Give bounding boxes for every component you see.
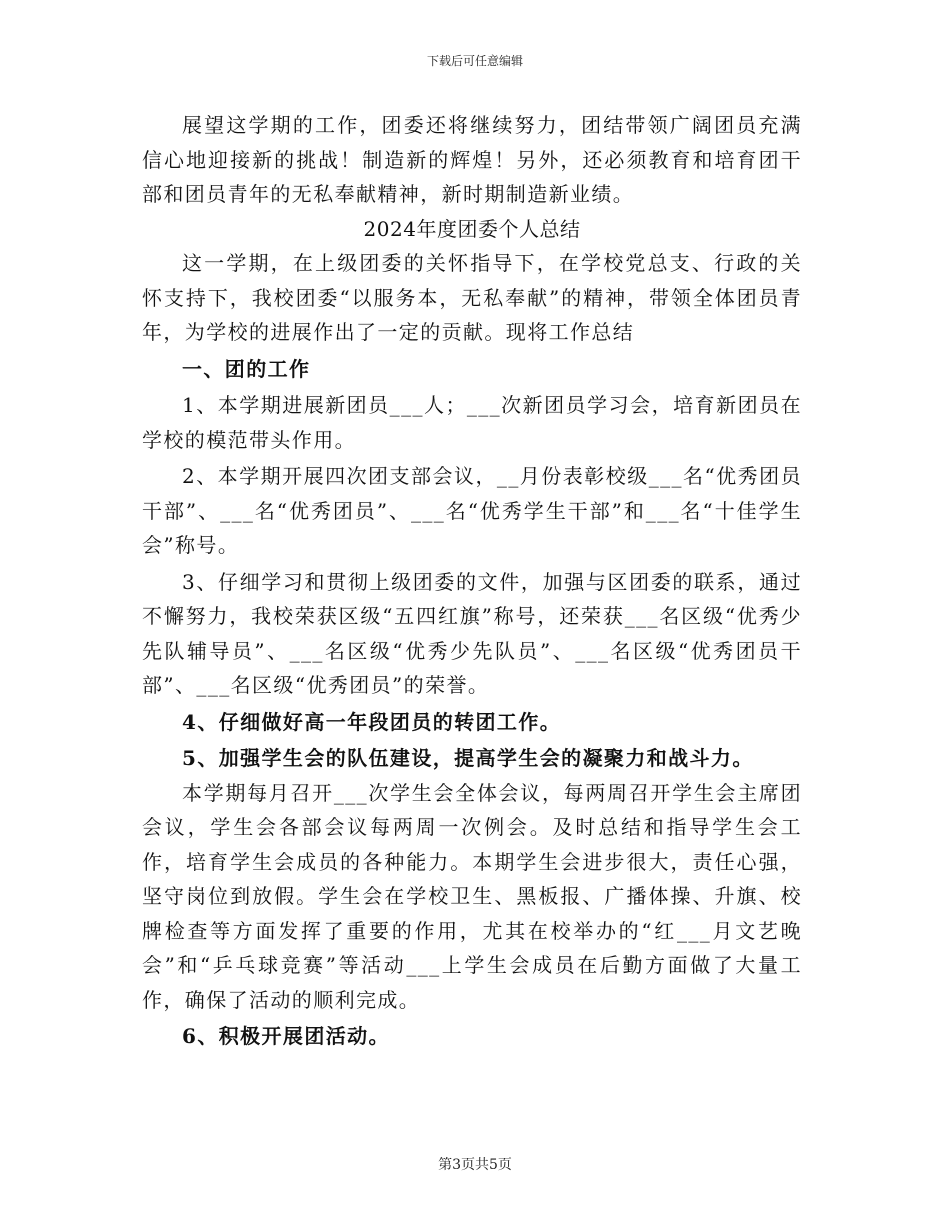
list-item-5-paragraph: 本学期每月召开___次学生会全体会议，每两周召开学生会主席团会议，学生会各部会议每两周一次例会。及时总结和指导学生会工作，培育学生会成员的各种能力。本期学生会进步很大，责任心强，坚守岗位到放假。学生会在学校卫生、黑板报、广播体操、升旗、校牌检查等方面发挥了重要的作用，尤其在校举办的“红___月文艺晚会”和“乒乓球竞赛”等活动___上学生会成员在后勤方面做了大量工作，确保了活动的顺利完成。	[142, 780, 802, 1012]
opening-paragraph: 这一学期，在上级团委的关怀指导下，在学校党总支、行政的关怀支持下，我校团委“以服务本，无私奉献”的精神，带领全体团员青年，为学校的进展作出了一定的贡献。现将工作总结	[142, 251, 802, 344]
section-heading-league-work: 一、团的工作	[182, 356, 311, 381]
page-number: 第3页共5页	[438, 1157, 512, 1173]
list-item-1: 1、本学期进展新团员___人；___次新团员学习会，培育新团员在学校的模范带头作用。	[142, 393, 802, 452]
intro-paragraph: 展望这学期的工作，团委还将继续努力，团结带领广阔团员充满信心地迎接新的挑战！制造新的辉煌！另外，还必须教育和培育团干部和团员青年的无私奉献精神，新时期制造新业绩。	[142, 113, 802, 206]
list-item-2: 2、本学期开展四次团支部会议，__月份表彰校级___名“优秀团员干部”、___名“优秀团员”、___名“优秀学生干部”和___名“十佳学生会”称号。	[142, 464, 802, 557]
list-item-5-heading: 5、加强学生会的队伍建设，提高学生会的凝聚力和战斗力。	[182, 746, 754, 770]
list-item-6-heading: 6、积极开展团活动。	[182, 1024, 390, 1048]
document-title: 2024年度团委个人总结	[363, 216, 581, 241]
list-item-3: 3、仔细学习和贯彻上级团委的文件，加强与区团委的联系，通过不懈努力，我校荣获区级“五四红旗”称号，还荣获___名区级“优秀少先队辅导员”、___名区级“优秀少先队员”、___名区级“优秀团员干部”、___名区级“优秀团员”的荣誉。	[142, 569, 802, 697]
page-header-note: 下载后可任意编辑	[426, 54, 523, 68]
list-item-4-heading: 4、仔细做好高一年段团员的转团工作。	[182, 709, 562, 734]
document-body	[142, 108, 802, 1054]
